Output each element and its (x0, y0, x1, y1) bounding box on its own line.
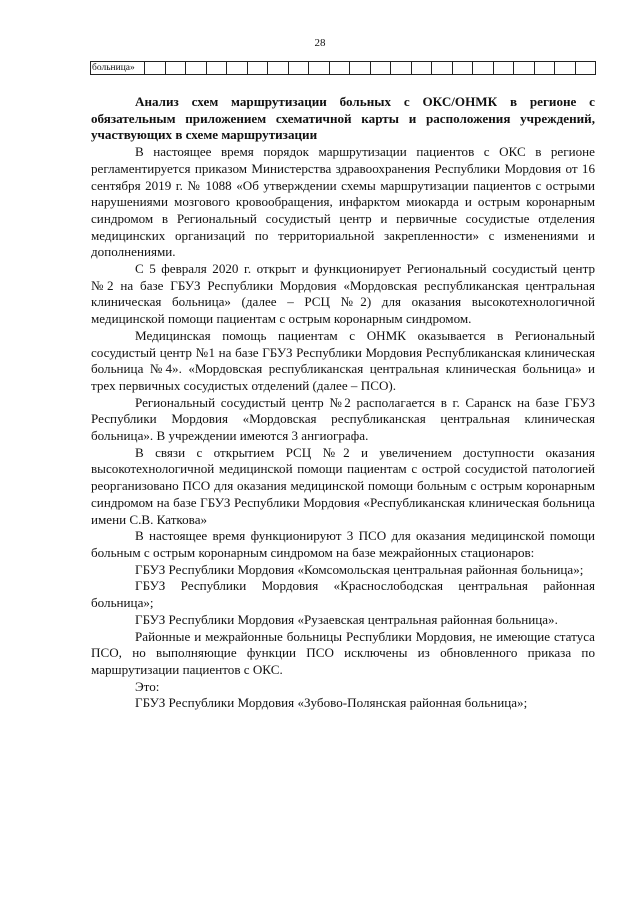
paragraph: В связи с открытием РСЦ №2 и увеличением доступности оказания высокотехнологичной медицинской помощи пациентам с острой сосудистой патологией реорганизовано ПСО для оказания медицинской помощи больным с острым коронарным синдромом на базе ГБУЗ Республики Мордовия «Республиканская клиническая больница имени С.В. Каткова» (91, 444, 595, 527)
table-cell (227, 62, 248, 75)
table-cell (206, 62, 227, 75)
table-cell (391, 62, 412, 75)
table-cell (370, 62, 391, 75)
table-cell (493, 62, 514, 75)
table-cell (555, 62, 576, 75)
table-cell (575, 62, 596, 75)
table-cell (145, 62, 166, 75)
paragraph: С 5 февраля 2020 г. открыт и функционирует Региональный сосудистый центр №2 на базе ГБУЗ Республики Мордовия «Мордовская республиканская центральная клиническая больница» (далее – РСЦ №2) для оказания высокотехнологичной медицинской помощи пациентам с острым коронарным синдромом. (91, 261, 595, 327)
table-cell (247, 62, 268, 75)
paragraph: Региональный сосудистый центр №2 располагается в г. Саранск на базе ГБУЗ Республики Мордовия «Мордовская республиканская центральная клиническая больница». В учреждении имеются 3 ангиографа. (91, 394, 595, 444)
page-number: 28 (314, 37, 326, 49)
list-item: ГБУЗ Республики Мордовия «Краснослободская центральная районная больница»; (91, 578, 595, 611)
table-cell (350, 62, 371, 75)
table-cell-label: больница» (91, 62, 145, 75)
table-cell (432, 62, 453, 75)
table-cell (268, 62, 289, 75)
table-cell (452, 62, 473, 75)
table-cell (534, 62, 555, 75)
paragraph: Районные и межрайонные больницы Республики Мордовия, не имеющие статуса ПСО, но выполняющие функции ПСО исключены из обновленного приказа по маршрутизации пациентов с ОКС. (91, 628, 595, 677)
table-cell (309, 62, 330, 75)
table-cell (411, 62, 432, 75)
table-cell (329, 62, 350, 75)
table-cell (288, 62, 309, 75)
paragraph: Медицинская помощь пациентам с ОНМК оказывается в Региональный сосудистый центр №1 на базе ГБУЗ Республики Мордовия Республиканская клиническая больница №4». «Мордовская республиканская центральная клиническая больница» и трех первичных сосудистых отделений (далее – ПСО). (91, 327, 595, 393)
document-body (91, 94, 595, 712)
table-row (91, 62, 596, 75)
table-cell (165, 62, 186, 75)
list-item: ГБУЗ Республики Мордовия «Комсомольская центральная районная больница»; (135, 561, 584, 577)
table-cell (186, 62, 207, 75)
section-heading: Анализ схем маршрутизации больных с ОКС/ОНМК в регионе с обязательным приложением схематичной карты и расположения учреждений, участвующих в схеме маршрутизации (91, 94, 595, 143)
paragraph: В настоящее время порядок маршрутизации пациентов с ОКС в регионе регламентируется приказом Министерства здравоохранения Республики Мордовия от 16 сентября 2019 г. № 1088 «Об утверждении схемы маршрутизации пациентов с острыми нарушениями мозгового кровообращения, инфарктом миокарда и острым коронарным синдромом в Региональный сосудистый центр и первичные сосудистые отделения медицинских организаций по территориальной закрепленности» с изменениями и дополнениями. (91, 144, 595, 260)
paragraph: Это: (135, 678, 160, 694)
table-cell (473, 62, 494, 75)
paragraph: В настоящее время функционируют 3 ПСО для оказания медицинской помощи больным с острым коронарным синдромом на базе межрайонных стационаров: (91, 528, 595, 560)
list-item: ГБУЗ Республики Мордовия «Рузаевская центральная районная больница». (135, 611, 558, 627)
table-cell (514, 62, 535, 75)
list-item: ГБУЗ Республики Мордовия «Зубово-Полянская районная больница»; (135, 695, 528, 711)
table-fragment (90, 61, 596, 75)
